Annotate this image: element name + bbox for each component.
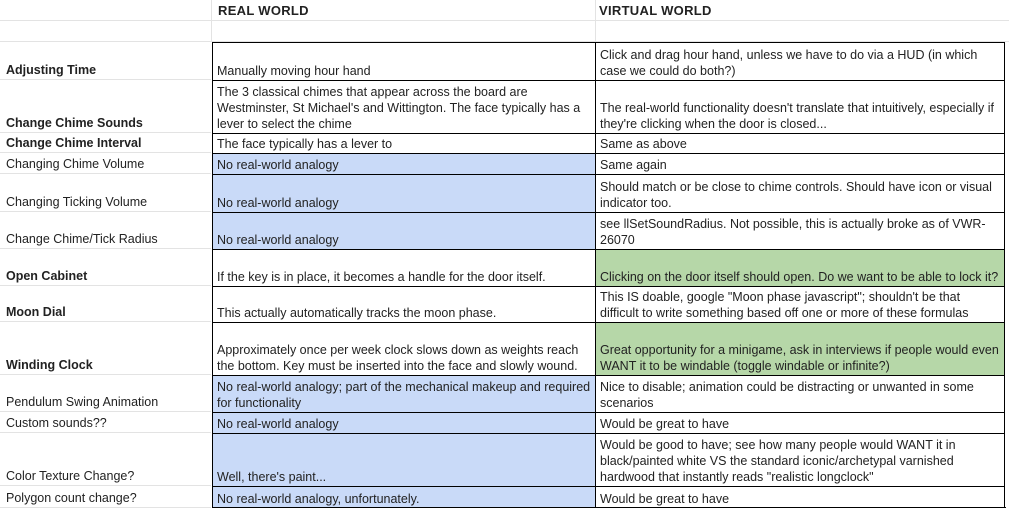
virtual-world-text: Would be good to have; see how many people would WANT it in black/painted white VS the standard iconic/archetypal varnished hardwood that instantly reads "realistic longclock" [600, 438, 956, 484]
virtual-world-cell[interactable] [595, 174, 1005, 212]
real-world-cell[interactable] [212, 412, 596, 433]
virtual-world-text: Click and drag hour hand, unless we have to do via a HUD (in which case we could do both?) [600, 48, 978, 78]
real-world-cell[interactable] [212, 249, 596, 286]
row-label-text: Change Chime Sounds [6, 116, 143, 130]
real-world-cell[interactable] [212, 486, 596, 508]
row-label-text: Custom sounds?? [6, 416, 107, 430]
row-label[interactable] [0, 412, 211, 433]
grid-line [0, 20, 1009, 21]
row-label-text: Winding Clock [6, 358, 93, 372]
virtual-world-text: Should match or be close to chime controls. Should have icon or visual indicator too. [600, 180, 992, 210]
row-label-text: Change Chime/Tick Radius [6, 232, 158, 246]
row-label-text: Changing Chime Volume [6, 157, 145, 171]
virtual-world-cell[interactable] [595, 42, 1005, 80]
row-label-text: Pendulum Swing Animation [6, 395, 159, 409]
row-label-text: Color Texture Change? [6, 469, 135, 483]
row-label[interactable] [0, 153, 211, 174]
real-world-text: Manually moving hour hand [217, 64, 371, 78]
real-world-text: Approximately once per week clock slows down as weights reach the bottom. Key must be inserted into the face and slowly wound. [217, 343, 579, 373]
real-world-cell[interactable] [212, 174, 596, 212]
real-world-text: No real-world analogy [217, 158, 339, 172]
row-label[interactable] [0, 133, 211, 153]
row-label-text: Polygon count change? [6, 491, 137, 505]
row-label[interactable] [0, 433, 211, 486]
real-world-cell[interactable] [212, 153, 596, 174]
row-label[interactable] [0, 212, 211, 249]
virtual-world-cell[interactable] [595, 375, 1005, 412]
virtual-world-text: see llSetSoundRadius. Not possible, this is actually broke as of VWR-26070 [600, 217, 986, 247]
real-world-cell[interactable] [212, 375, 596, 412]
grid-line [595, 0, 596, 42]
virtual-world-cell[interactable] [595, 322, 1005, 375]
virtual-world-cell[interactable] [595, 412, 1005, 433]
virtual-world-text: Same as above [600, 137, 687, 151]
virtual-world-text: Clicking on the door itself should open. Do we want to be able to lock it? [600, 270, 999, 284]
real-world-text: Well, there's paint... [217, 470, 327, 484]
real-world-text: The 3 classical chimes that appear across the board are Westminster, St Michael's and Wittington. The face typically has a lever to select the chime [217, 85, 581, 131]
virtual-world-text: Great opportunity for a minigame, ask in interviews if people would even WANT it to be windable (toggle windable or infinite?) [600, 343, 999, 373]
real-world-cell[interactable] [212, 322, 596, 375]
row-label[interactable] [0, 286, 211, 322]
real-world-cell[interactable] [212, 212, 596, 249]
row-label[interactable] [0, 322, 211, 375]
row-label-text: Open Cabinet [6, 269, 88, 283]
virtual-world-cell[interactable] [595, 80, 1005, 133]
real-world-cell[interactable] [212, 433, 596, 486]
virtual-world-cell[interactable] [595, 433, 1005, 486]
column-header-virtual-world: VIRTUAL WORLD [599, 3, 712, 18]
row-label[interactable] [0, 42, 211, 80]
row-label[interactable] [0, 486, 211, 508]
virtual-world-cell[interactable] [595, 153, 1005, 174]
real-world-text: No real-world analogy, unfortunately. [217, 492, 420, 506]
row-label[interactable] [0, 174, 211, 212]
virtual-world-text: This IS doable, google "Moon phase javascript"; shouldn't be that difficult to write something based off one or more of these formulas [600, 290, 969, 320]
virtual-world-cell[interactable] [595, 249, 1005, 286]
column-header-real-world: REAL WORLD [218, 3, 309, 18]
real-world-text: No real-world analogy; part of the mechanical makeup and required for functionality [217, 380, 591, 410]
real-world-cell[interactable] [212, 42, 596, 80]
real-world-text: This actually automatically tracks the moon phase. [217, 306, 497, 320]
real-world-text: The face typically has a lever to [217, 137, 393, 151]
row-label[interactable] [0, 249, 211, 286]
real-world-cell[interactable] [212, 133, 596, 153]
row-label[interactable] [0, 80, 211, 133]
row-label-text: Change Chime Interval [6, 136, 142, 150]
row-label-text: Moon Dial [6, 305, 66, 319]
real-world-text: No real-world analogy [217, 233, 339, 247]
table-bottom-border [212, 507, 1006, 508]
virtual-world-text: Same again [600, 158, 667, 172]
virtual-world-cell[interactable] [595, 133, 1005, 153]
real-world-cell[interactable] [212, 286, 596, 322]
row-label[interactable] [0, 375, 211, 412]
real-world-text: No real-world analogy [217, 196, 339, 210]
real-world-cell[interactable] [212, 80, 596, 133]
virtual-world-text: Would be great to have [600, 492, 730, 506]
virtual-world-cell[interactable] [595, 486, 1005, 508]
virtual-world-text: Would be great to have [600, 417, 730, 431]
virtual-world-cell[interactable] [595, 212, 1005, 249]
row-label-text: Changing Ticking Volume [6, 195, 148, 209]
grid-line [211, 0, 212, 42]
real-world-text: If the key is in place, it becomes a handle for the door itself. [217, 270, 546, 284]
virtual-world-text: The real-world functionality doesn't translate that intuitively, especially if they're clicking when the door is closed... [600, 101, 995, 131]
virtual-world-text: Nice to disable; animation could be distracting or unwanted in some scenarios [600, 380, 974, 410]
virtual-world-cell[interactable] [595, 286, 1005, 322]
real-world-text: No real-world analogy [217, 417, 339, 431]
row-label-text: Adjusting Time [6, 63, 97, 77]
